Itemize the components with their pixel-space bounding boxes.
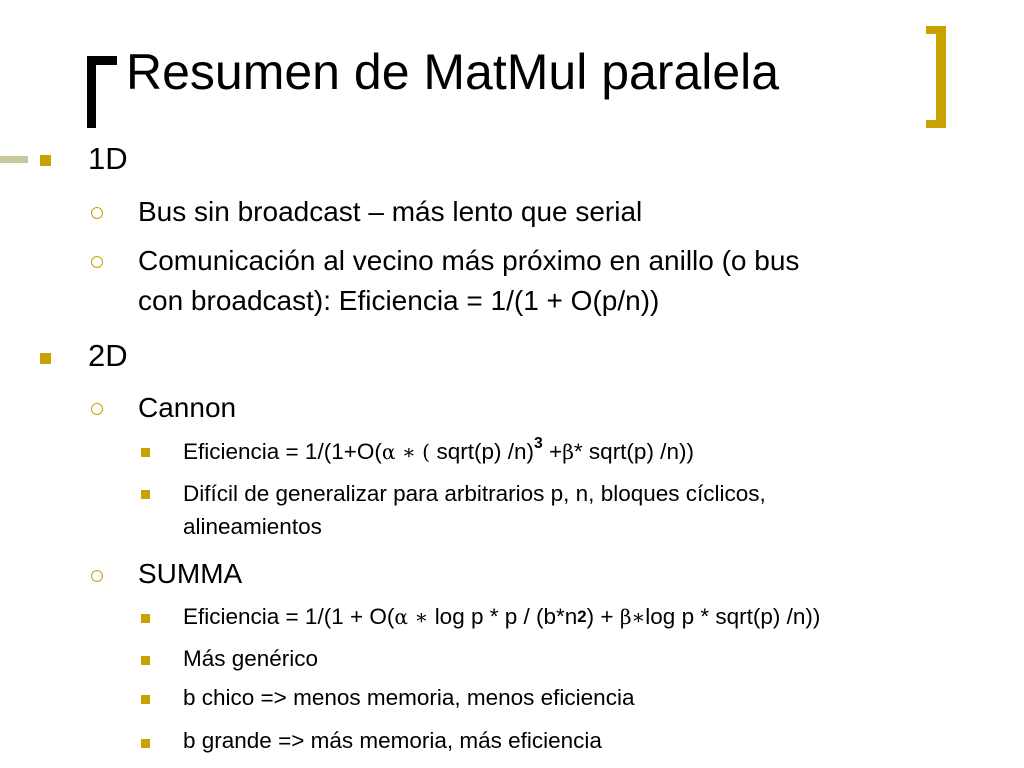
title-bracket-right-bottom (926, 120, 946, 128)
bullet-circle-icon (91, 403, 103, 415)
exponent: 2 (577, 607, 587, 627)
star-symbol: ∗ (631, 605, 646, 629)
slide-title: Resumen de MatMul paralela (126, 44, 780, 100)
beta-symbol: β (562, 440, 574, 464)
bullet-small-square-icon (141, 656, 150, 665)
item-cannon: Cannon (138, 392, 237, 423)
item-summa: SUMMA (138, 558, 243, 589)
bullet-small-square-icon (141, 614, 150, 623)
alpha-symbol: α (394, 605, 409, 629)
bullet-small-square-icon (141, 490, 150, 499)
bullet-square-icon (40, 353, 51, 364)
item-summa-eficiencia (183, 603, 820, 631)
bullet-small-square-icon (141, 739, 150, 748)
formula-text: + (542, 439, 563, 464)
item-b-grande: b grande => más memoria, más eficiencia (183, 728, 602, 753)
formula-text: Eficiencia = 1/(1+O( (183, 439, 382, 464)
formula-text: * sqrt(p) /n)) (573, 439, 694, 464)
item-comunicacion-line1: Comunicación al vecino más próximo en anillo (o bus (138, 245, 800, 276)
title-bracket-left (87, 56, 96, 128)
beta-symbol: β (619, 605, 632, 629)
bullet-circle-icon (91, 207, 103, 219)
item-bus-sin-broadcast: Bus sin broadcast – más lento que serial (138, 196, 643, 227)
title-bracket-left-top (87, 56, 117, 65)
formula-text: Eficiencia = 1/(1 + O( (183, 604, 395, 629)
bullet-small-square-icon (141, 695, 150, 704)
item-mas-generico: Más genérico (183, 646, 319, 671)
side-accent-bar (0, 156, 28, 163)
item-b-chico: b chico => menos memoria, menos eficiencia (183, 685, 635, 710)
bullet-square-icon (40, 155, 51, 166)
bullet-circle-icon (91, 256, 103, 268)
exponent: 3 (534, 435, 543, 453)
item-cannon-eficiencia (183, 435, 694, 466)
item-comunicacion-line2: con broadcast): Eficiencia = 1/(1 + O(p/n)) (138, 285, 660, 316)
alpha-symbol: α (381, 440, 396, 464)
title-bracket-right (936, 26, 946, 128)
formula-text: sqrt(p) /n) (436, 439, 535, 464)
item-2d: 2D (88, 338, 128, 373)
formula-text: log p * p / (b*n (434, 604, 578, 629)
item-dificil-line1: Difícil de generalizar para arbitrarios p, n, bloques cíclicos, (183, 481, 766, 506)
title-bracket-right-top (926, 26, 946, 34)
formula-text: ) + (586, 604, 620, 629)
item-dificil-line2: alineamientos (183, 514, 322, 539)
star-symbol: ∗ ( (395, 440, 437, 464)
item-1d: 1D (88, 141, 128, 176)
formula-text: log p * sqrt(p) /n)) (645, 604, 821, 629)
bullet-small-square-icon (141, 448, 150, 457)
star-symbol: ∗ (408, 605, 435, 629)
bullet-circle-icon (91, 570, 103, 582)
